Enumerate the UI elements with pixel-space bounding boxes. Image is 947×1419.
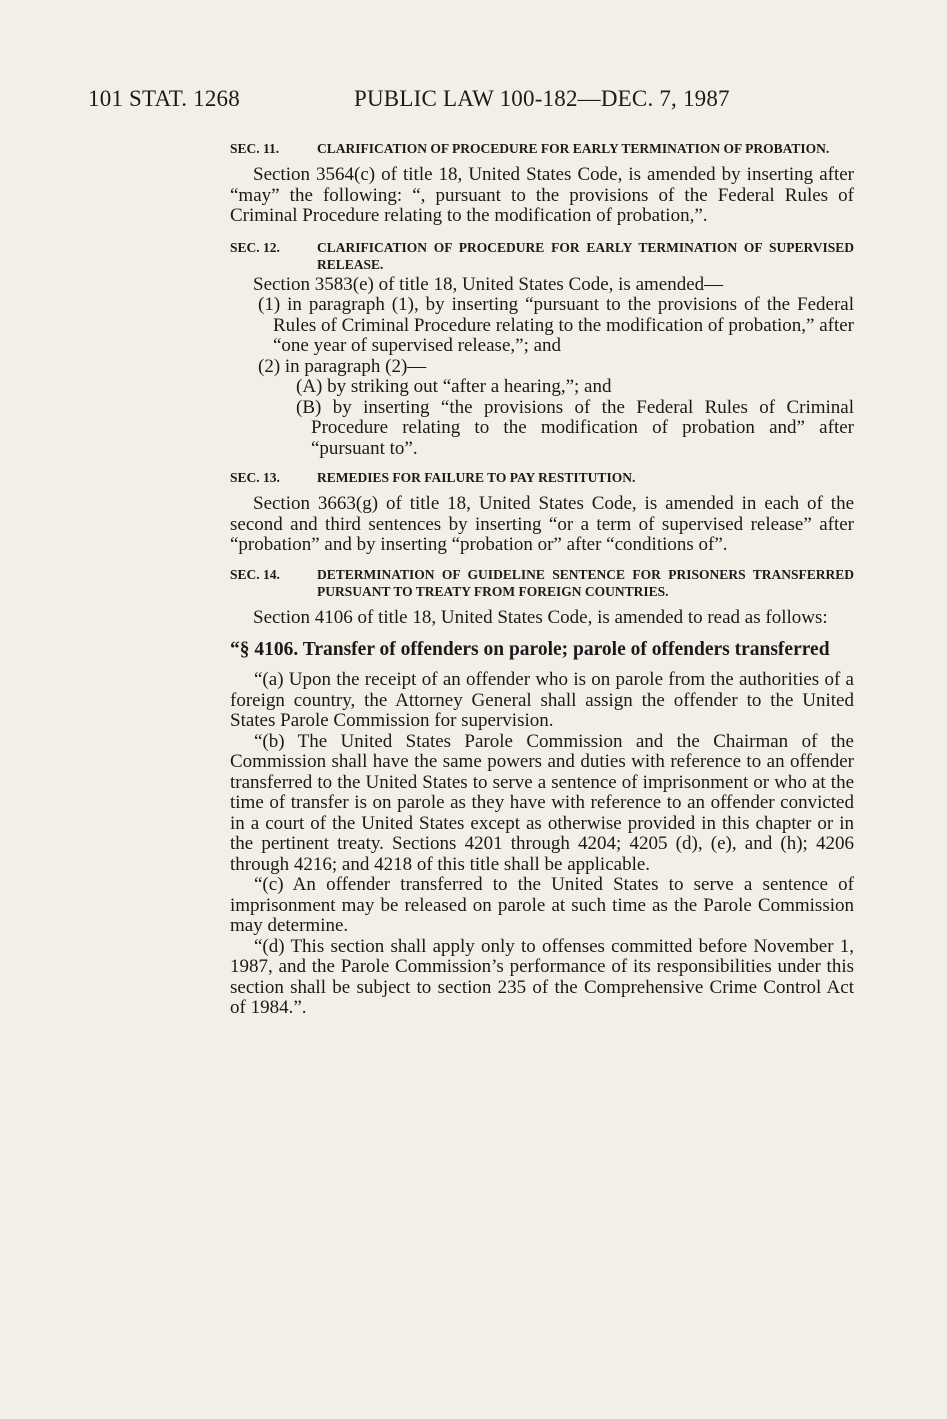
subsection-d: “(d) This section shall apply only to offenses committed before November 1, 1987, and the Parole Commission’s performance of its responsibilities under this section shall be subject to section 235 of the Comprehensive Crime Control Act of 1984.”. (230, 935, 854, 1018)
section-11-text: Section 3564(c) of title 18, United States Code, is amended by inserting after “may” the following: “, pursuant to the provisions of the Federal Rules of Criminal Procedure relating to the modification of probation,”. (230, 164, 854, 226)
section-title: CLARIFICATION OF PROCEDURE FOR EARLY TERMINATION OF PROBATION. (317, 141, 830, 156)
section-title: DETERMINATION OF GUIDELINE SENTENCE FOR PRISONERS TRANSFERRED PURSUANT TO TREATY FROM FOREIGN COUNTRIES. (317, 566, 854, 599)
section-11-heading (230, 140, 854, 157)
section-12-heading (230, 239, 854, 273)
section-12-subparagraph-b: (B) by inserting “the provisions of the Federal Rules of Criminal Procedure relating to the modification of probation and” after “pursuant to”. (296, 396, 854, 459)
section-number: SEC. 14. (230, 566, 280, 582)
section-13-text: Section 3663(g) of title 18, United States Code, is amended in each of the second and third sentences by inserting “or a term of supervised release” after “probation” and by inserting “probation or” after “conditions of”. (230, 493, 854, 555)
statute-page-number: 101 STAT. 1268 (88, 86, 240, 111)
section-4106-heading: “§ 4106. Transfer of offenders on parole; parole of offenders transferred (230, 639, 830, 660)
section-12-paragraph-2: (2) in paragraph (2)— (258, 355, 427, 377)
subsection-b: “(b) The United States Parole Commission and the Chairman of the Commission shall have the same powers and duties with reference to an offender transferred to the United States to serve a sentence of imprisonment or who at the time of transfer is on parole as they have with reference to an offender convicted in a court of the United States except as otherwise provided in this chapter or in the pertinent treaty. Sections 4201 through 4204; 4205 (d), (e), and (h); 4206 through 4216; and 4218 of this title shall be applicable. (230, 730, 854, 875)
section-number: SEC. 13. (230, 470, 280, 485)
subsection-c: “(c) An offender transferred to the United States to serve a sentence of imprisonment may be released on parole at such time as the Parole Commission may determine. (230, 874, 854, 936)
subsection-a: “(a) Upon the receipt of an offender who is on parole from the authorities of a foreign country, the Attorney General shall assign the offender to the United States Parole Commission for supervision. (230, 669, 854, 731)
section-14-heading (230, 566, 854, 600)
section-title: CLARIFICATION OF PROCEDURE FOR EARLY TERMINATION OF SUPERVISED RELEASE. (317, 239, 854, 272)
section-12-paragraph-1: (1) in paragraph (1), by inserting “pursuant to the provisions of the Federal Rules of Criminal Procedure relating to the modification of probation,” after “one year of supervised release,”; and (258, 294, 854, 356)
section-12-subparagraph-a: (A) by striking out “after a hearing,”; and (296, 376, 612, 397)
section-number: SEC. 12. (230, 239, 280, 255)
section-12-intro: Section 3583(e) of title 18, United States Code, is amended— (253, 273, 724, 295)
section-title: REMEDIES FOR FAILURE TO PAY RESTITUTION. (317, 470, 636, 485)
document-body (230, 140, 854, 1019)
section-13-heading (230, 469, 854, 486)
public-law-title: PUBLIC LAW 100-182—DEC. 7, 1987 (354, 86, 730, 111)
section-number: SEC. 11. (230, 141, 280, 156)
section-14-intro: Section 4106 of title 18, United States Code, is amended to read as follows: (253, 606, 828, 628)
